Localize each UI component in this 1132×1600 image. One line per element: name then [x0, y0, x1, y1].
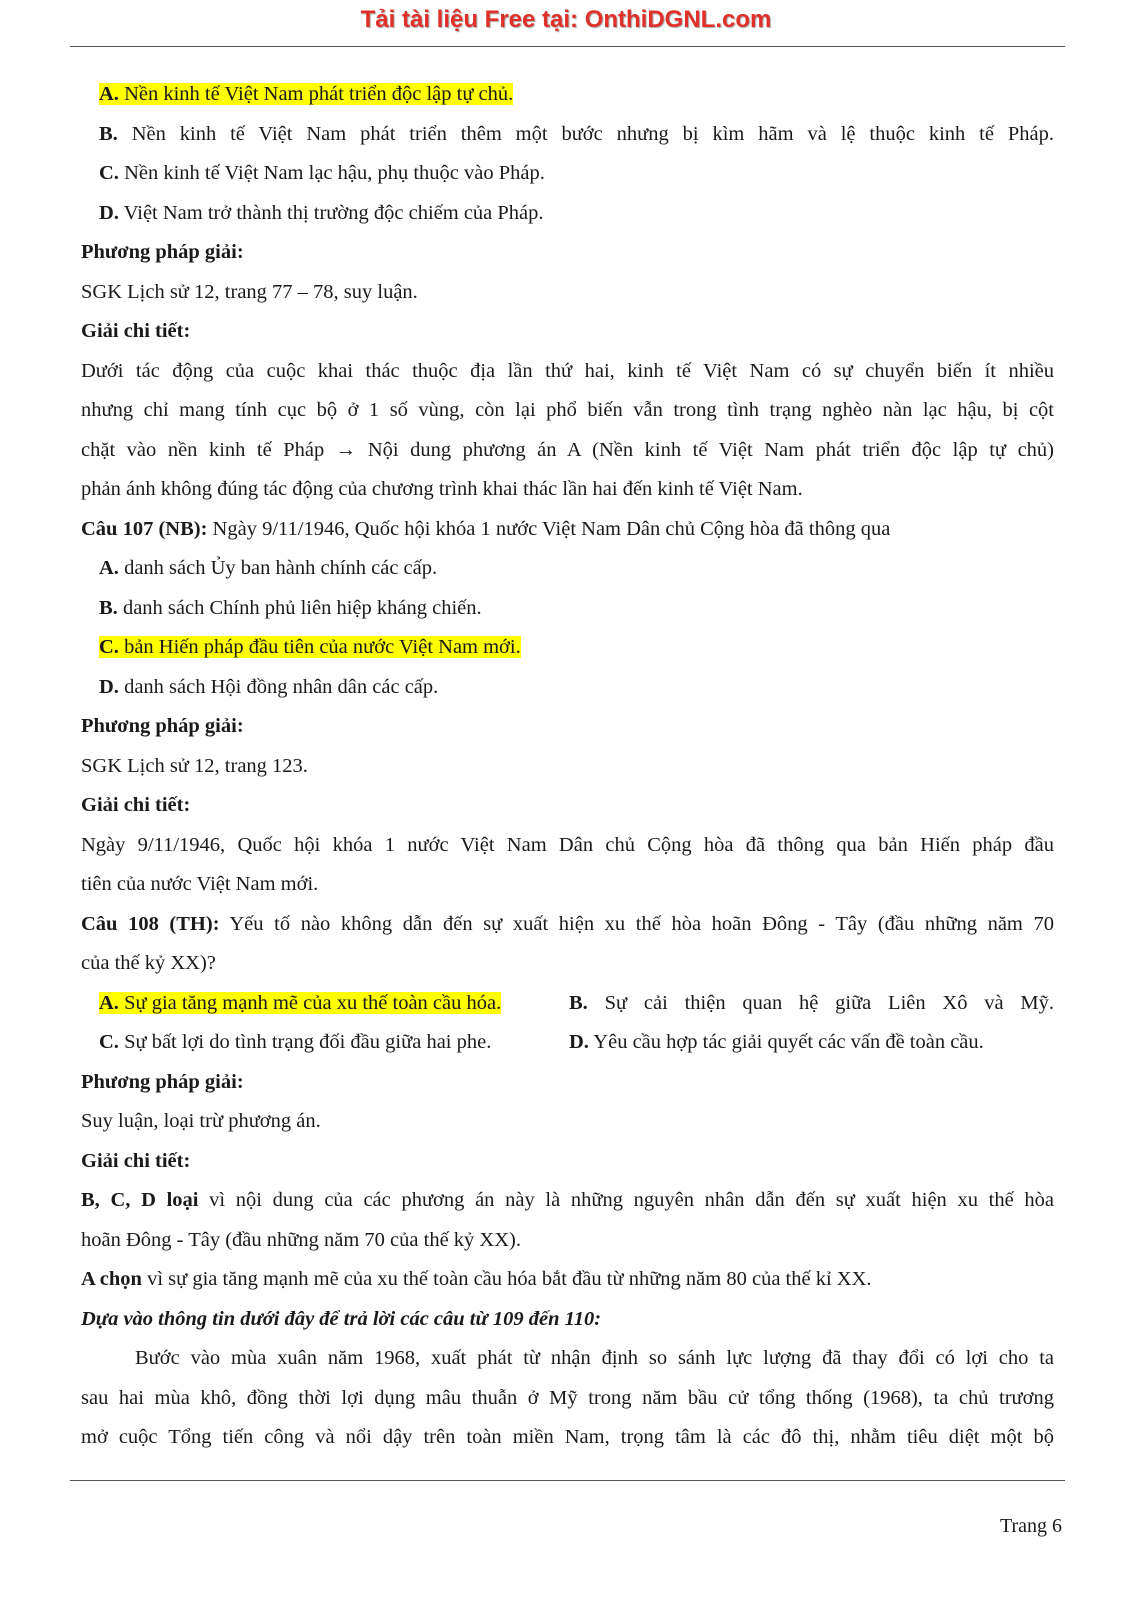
- q108-options-row1: [81, 984, 1054, 1024]
- page-number: Trang 6: [999, 1515, 1062, 1537]
- q106-option-d: D. Việt Nam trở thành thị trường độc chiếm của Pháp.: [99, 201, 544, 224]
- passage-line: mở cuộc Tổng tiến công và nổi dậy trên toàn miền Nam, trọng tâm là các đô thị, nhằm tiêu diệt một bộ: [81, 1426, 1054, 1448]
- q106-option-c: C. Nền kinh tế Việt Nam lạc hậu, phụ thuộc vào Pháp.: [99, 162, 545, 184]
- q107-method-label: Phương pháp giải:: [81, 715, 244, 737]
- q106-detail-line: Dưới tác động của cuộc khai thác thuộc địa lần thứ hai, kinh tế Việt Nam có sự chuyển biến ít nhiều: [81, 359, 1054, 382]
- footer-divider: [70, 1480, 1065, 1481]
- header-divider: [70, 46, 1065, 47]
- q106-detail-line: nhưng chỉ mang tính cục bộ ở 1 số vùng, còn lại phổ biến vẫn trong tình trạng nghèo nàn lạc hậu, bị cột: [81, 399, 1054, 421]
- q108-options-row2: [81, 1023, 1054, 1063]
- q108-detail-a: A chọn vì sự gia tăng mạnh mẽ của xu thế toàn cầu hóa bắt đầu từ những năm 80 của thế kỉ XX.: [81, 1268, 872, 1290]
- q108-option-b: B. Sự cải thiện quan hệ giữa Liên Xô và Mỹ.: [569, 991, 1054, 1014]
- q108-detail-bcd-cont: hoãn Đông - Tây (đầu những năm 70 của thế kỷ XX).: [81, 1228, 521, 1251]
- q108-stem: Câu 108 (TH): Yếu tố nào không dẫn đến sự xuất hiện xu thế hòa hoãn Đông - Tây (đầu những năm 70: [81, 912, 1054, 935]
- q106-option-a: A. Nền kinh tế Việt Nam phát triển độc lập tự chủ.: [99, 83, 514, 105]
- q108-detail-bcd: B, C, D loại vì nội dung của các phương án này là những nguyên nhân dẫn đến sự xuất hiện xu thế hòa: [81, 1189, 1054, 1211]
- q107-method-text: SGK Lịch sử 12, trang 123.: [81, 754, 308, 777]
- q108-method-text: Suy luận, loại trừ phương án.: [81, 1110, 321, 1132]
- passage-line: sau hai mùa khô, đồng thời lợi dụng mâu thuẫn ở Mỹ trong năm bầu cử tổng thống (1968), ta chủ trương: [81, 1386, 1054, 1409]
- q108-stem-cont: của thế kỷ XX)?: [81, 952, 216, 974]
- q107-option-c: C. bản Hiến pháp đầu tiên của nước Việt Nam mới.: [99, 636, 521, 658]
- q106-method-label: Phương pháp giải:: [81, 241, 244, 263]
- page-content: [81, 75, 1054, 1458]
- q107-option-d: D. danh sách Hội đồng nhân dân các cấp.: [99, 675, 439, 698]
- q106-method-text: SGK Lịch sử 12, trang 77 – 78, suy luận.: [81, 280, 418, 303]
- q108-option-c: C. Sự bất lợi do tình trạng đối đầu giữa hai phe.: [99, 1031, 492, 1053]
- q108-detail-label: Giải chi tiết:: [81, 1149, 191, 1172]
- q106-detail-label: Giải chi tiết:: [81, 320, 191, 342]
- q108-option-a: A. Sự gia tăng mạnh mẽ của xu thế toàn cầu hóa.: [99, 991, 502, 1014]
- q106-option-b: B. Nền kinh tế Việt Nam phát triển thêm một bước nhưng bị kìm hãm và lệ thuộc kinh tế Pháp.: [99, 122, 1054, 145]
- q107-option-b: B. danh sách Chính phủ liên hiệp kháng chiến.: [99, 596, 482, 619]
- q107-stem: Câu 107 (NB): Ngày 9/11/1946, Quốc hội khóa 1 nước Việt Nam Dân chủ Cộng hòa đã thông qua: [81, 517, 891, 540]
- q107-detail-line: Ngày 9/11/1946, Quốc hội khóa 1 nước Việt Nam Dân chủ Cộng hòa đã thông qua bản Hiến pháp đầu: [81, 833, 1054, 856]
- passage-line: Bước vào mùa xuân năm 1968, xuất phát từ nhận định so sánh lực lượng đã thay đổi có lợi cho ta: [135, 1347, 1054, 1369]
- passage-intro: Dựa vào thông tin dưới đây để trả lời các câu từ 109 đến 110:: [81, 1307, 602, 1330]
- q106-detail-line: chặt vào nền kinh tế Pháp → Nội dung phương án A (Nền kinh tế Việt Nam phát triển độc lập tự chủ): [81, 438, 1054, 461]
- q108-method-label: Phương pháp giải:: [81, 1070, 244, 1093]
- q107-detail-label: Giải chi tiết:: [81, 794, 191, 816]
- q106-detail-line: phản ánh không đúng tác động của chương trình khai thác lần hai đến kinh tế Việt Nam.: [81, 478, 803, 500]
- q108-option-d: D. Yêu cầu hợp tác giải quyết các vấn đề toàn cầu.: [569, 1031, 984, 1053]
- header-download-link[interactable]: Tải tài liệu Free tại: OnthiDGNL.com: [360, 6, 772, 33]
- q107-detail-line: tiên của nước Việt Nam mới.: [81, 873, 319, 895]
- q107-option-a: A. danh sách Ủy ban hành chính các cấp.: [99, 557, 438, 579]
